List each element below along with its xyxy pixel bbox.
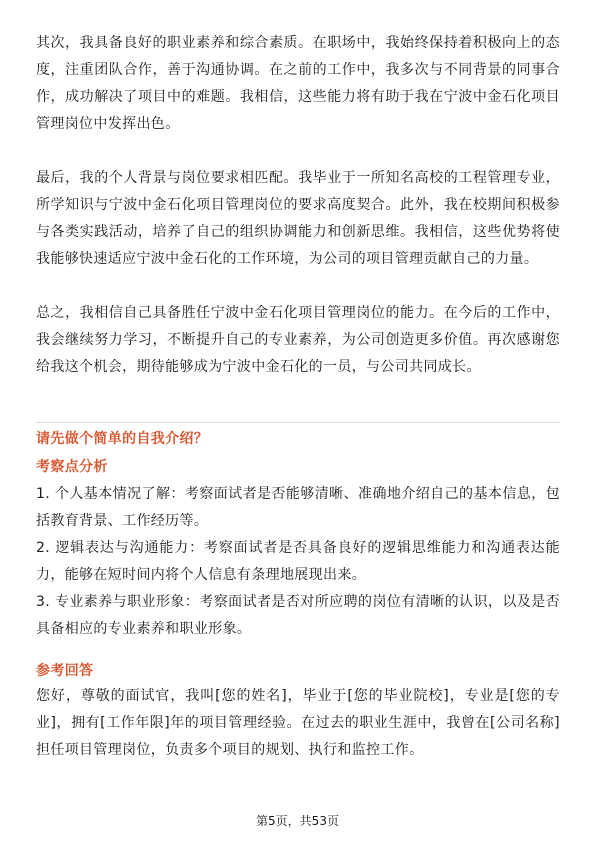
- page-footer: 第5页，共53页: [256, 814, 339, 828]
- answer-text: 您好，尊敬的面试官，我叫[您的姓名]，毕业于[您的毕业院校]，专业是[您的专业]，拥有[工作年限]年的项目管理经验。在过去的职业生涯中，我曾在[公司名称]担任项目管理岗位，负责多个项目的规划、执行和监控工作。: [36, 688, 560, 758]
- analysis-item: 1. 个人基本情况了解：考察面试者是否能够清晰、准确地介绍自己的基本信息，包括教育背景、工作经历等。: [36, 486, 560, 529]
- question-heading: 请先做个简单的自我介绍？: [36, 431, 209, 447]
- answer-block: [36, 683, 560, 764]
- intro-paragraph: 总之，我相信自己具备胜任宁波中金石化项目管理岗位的能力。在今后的工作中，我会继续努力学习，不断提升自己的专业素养，为公司创造更多价值。再次感谢您给我这个机会，期待能够成为宁波中金石化的一员，与公司共同成长。: [36, 305, 560, 375]
- analysis-item: 3. 专业素养与职业形象：考察面试者是否对所应聘的岗位有清晰的认识，以及是否具备相应的专业素养和职业形象。: [36, 594, 560, 637]
- analysis-title: 考察点分析: [36, 459, 108, 475]
- analysis-list: [36, 481, 560, 643]
- answer-title: 参考回答: [36, 663, 94, 679]
- section-divider: [36, 422, 560, 423]
- analysis-item: 2. 逻辑表达与沟通能力：考察面试者是否具备良好的逻辑思维能力和沟通表达能力，能够在短时间内将个人信息有条理地展现出来。: [36, 540, 560, 583]
- intro-paragraph: 其次，我具备良好的职业素养和综合素质。在职场中，我始终保持着积极向上的态度，注重团队合作，善于沟通协调。在之前的工作中，我多次与不同背景的同事合作，成功解决了项目中的难题。我相信，这些能力将有助于我在宁波中金石化项目管理岗位中发挥出色。: [36, 35, 560, 132]
- intro-paragraph: 最后，我的个人背景与岗位要求相匹配。我毕业于一所知名高校的工程管理专业，所学知识与宁波中金石化项目管理岗位的要求高度契合。此外，我在校期间积极参与各类实践活动，培养了自己的组织协调能力和创新思维。我相信，这些优势将使我能够快速适应宁波中金石化的工作环境，为公司的项目管理贡献自己的力量。: [36, 170, 560, 267]
- intro-section: [36, 30, 560, 381]
